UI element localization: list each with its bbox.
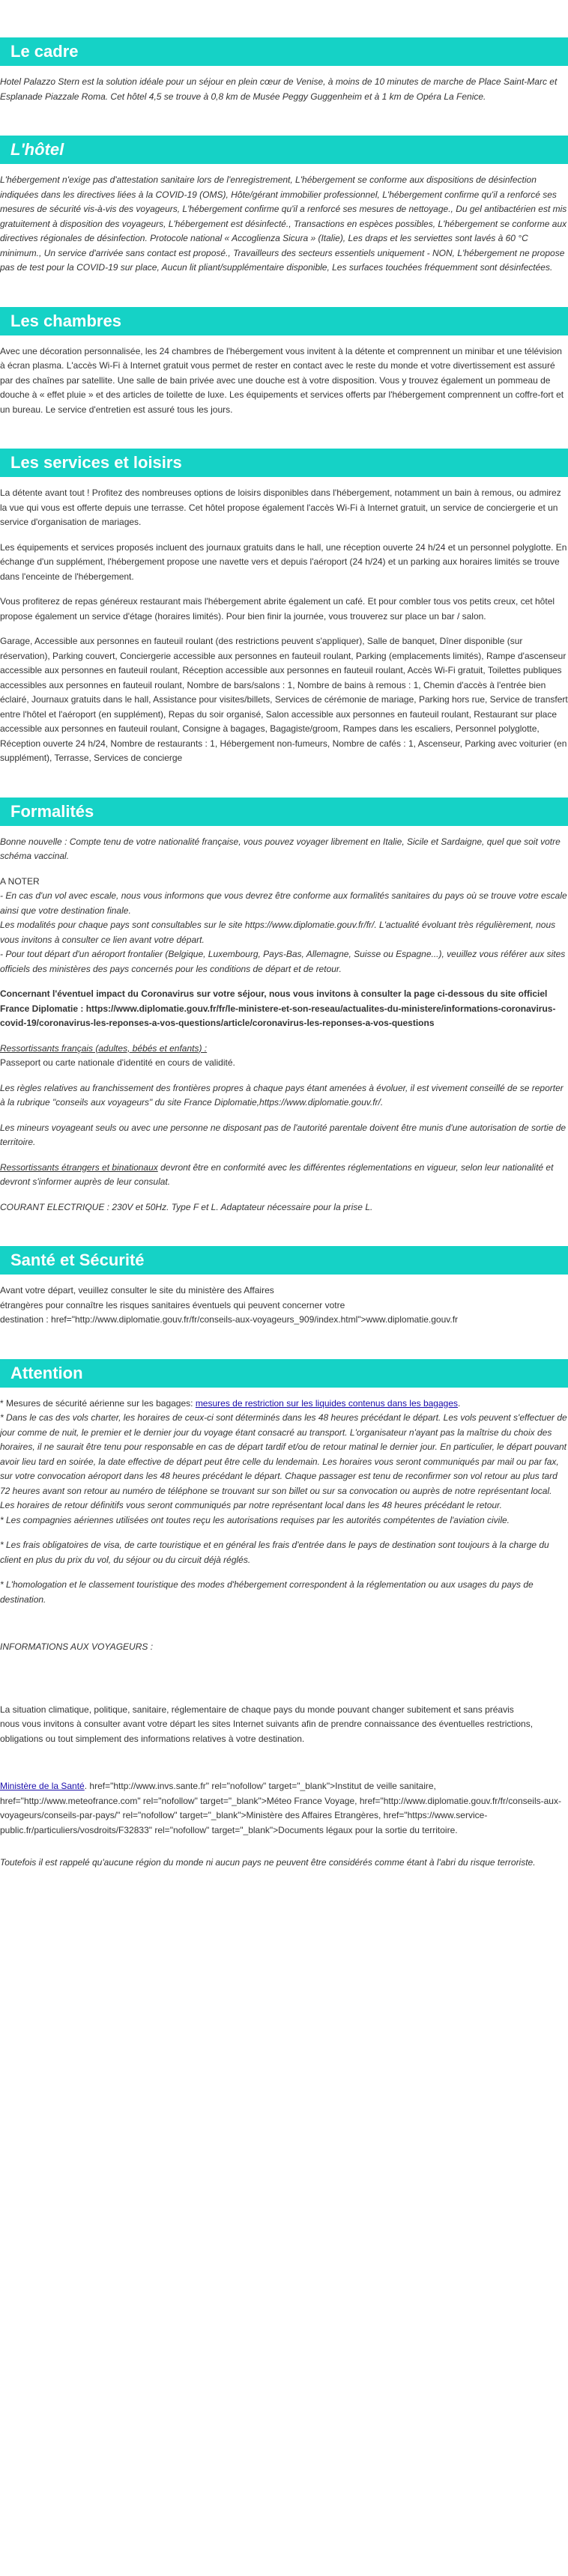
attention-terrorisme: Toutefois il est rappelé qu'aucune région du monde ni aucun pays ne peuvent être considérés comme étant à l'abri du risque terroriste. — [0, 1857, 536, 1868]
section-attention — [0, 1352, 568, 1895]
formalites-regles: Les règles relatives au franchissement des frontières propres à chaque pays étant amenées à évoluer, il est vivement conseillé de se reporter à la rubrique "conseils aux voyageurs" du site France Diplomatie,https://www.diplomatie.gouv.fr/. — [0, 1082, 564, 1108]
section-hotel — [0, 128, 568, 300]
formalites-mineurs: Les mineurs voyageant seuls ou avec une personne ne disposant pas de l'autorité parentale doivent être munis d'une autorisation de sortie de territoire. — [0, 1122, 567, 1147]
ministere-sante-link[interactable]: Ministère de la Santé — [0, 1781, 85, 1791]
sante-line-1: Avant votre départ, veuillez consulter le site du ministère des Affaires — [0, 1285, 274, 1295]
formalites-passeport: Passeport ou carte nationale d'identité en cours de validité. — [0, 1057, 235, 1068]
cadre-paragraph: Hotel Palazzo Stern est la solution idéale pour un séjour en plein cœur de Venise, à moins de 10 minutes de marche de Place Saint-Marc et Esplanade Piazzale Roma. Cet hôtel 4,5 se trouve à 0,8 km de Musée Peggy Guggenheim et à 1 km de Opéra La Fenice. — [0, 76, 558, 102]
attention-visa: * Les frais obligatoires de visa, de carte touristique et en général les frais d'entrée dans le pays de destination sont toujours à la charge du client en plus du prix du vol, du séjour ou du circuit déjà réglés. — [0, 1540, 549, 1565]
section-sante — [0, 1239, 568, 1352]
section-chambres — [0, 300, 568, 442]
section-services — [0, 441, 568, 790]
formalites-note-frontalier: - Pour tout départ d'un aéroport frontalier (Belgique, Luxembourg, Pays-Bas, Allemagne, Suisse ou Espagne...), veuillez vous référer aux sites officiels des ministères des pays concernés pour les conditions de départ et de retour. — [0, 949, 566, 974]
liquides-restriction-link[interactable]: mesures de restriction sur les liquides contenus dans les bagages — [195, 1397, 459, 1409]
formalites-ressortissants-etrangers: Ressortissants étrangers et binationaux — [0, 1161, 158, 1173]
services-paragraph-4: Garage, Accessible aux personnes en fauteuil roulant (des restrictions peuvent s'appliquer), Salle de banquet, Dîner disponible (sur réservation), Parking couvert, Conciergerie accessible aux personnes en fauteuil roulant, Parking (emplacements limités), Rampe d'ascenseur accessible aux personnes en fauteuil roulant, Réception accessible aux personnes en fauteuil roulant, Accès Wi-Fi gratuit, Toilettes publiques accessibles aux personnes en fauteuil roulant, Nombre de bars/salons : 1, Nombre de bains à remous : 1, Chemin d'accès à l'entrée bien éclairé, Journaux gratuits dans le hall, Assistance pour visites/billets, Services de cérémonie de mariage, Parking hors rue, Service de transfert entre l'hôtel et l'aéroport (en supplément), Repas du soir organisé, Salon accessible aux personnes en fauteuil roulant, Restaurant sur place accessible aux personnes en fauteuil roulant, Consigne à bagages, Bagagiste/groom, Rampes dans les escaliers, Personnel polyglotte, Réception ouverte 24 h/24, Nombre de restaurants : 1, Hébergement non-fumeurs, Nombre de cafés : 1, Ascenseur, Parking avec voiturier (en supplément), Terrasse, Services de concierge — [0, 636, 568, 763]
formalites-courant: COURANT ELECTRIQUE : 230V et 50Hz. Type F et L. Adaptateur nécessaire pour la prise L. — [0, 1201, 373, 1212]
sante-line-3: destination : href="http://www.diplomatie.gouv.fr/fr/conseils-aux-voyageurs_909/index.html">www.diplomatie.gouv.fr — [0, 1314, 459, 1325]
attention-links-text: . href="http://www.invs.sante.fr" rel="nofollow" target="_blank">Institut de veille sanitaire, href="http://www.meteofrance.com" rel="nofollow" target="_blank">Méteo France Voyage, href="http://www.diplomatie.gouv.fr/fr/conseils-aux-voyageurs/conseils-par-pays/" rel="nofollow" target="_blank">Ministère des Affaires Etrangères, href="https://www.service-public.fr/particuliers/vosdroits/F32833" rel="nofollow" target="_blank">Documents légaux pour la sortie du territoire. — [0, 1781, 561, 1835]
attention-sites: nous vous invitons à consulter avant votre départ les sites Internet suivants afin de prendre connaissance des éventuelles restrictions, obligations ou tout simplement des informations relatives à votre destination. — [0, 1719, 534, 1744]
attention-homologation: * L'homologation et le classement touristique des modes d'hébergement correspondent à la réglementation ou aux usages du pays de destination. — [0, 1579, 534, 1605]
attention-info-title: INFORMATIONS AUX VOYAGEURS : — [0, 1641, 154, 1652]
section-title-services: Les services et loisirs — [0, 449, 568, 477]
services-paragraph-2: Les équipements et services proposés incluent des journaux gratuits dans le hall, une réception ouverte 24 h/24 et un personnel polyglotte. En échange d'un supplément, l'hébergement propose une navette vers et depuis l'aéroport (24 h/24) et un parking aux horaires limités se trouve dans l'enceinte de l'hébergement. — [0, 541, 567, 582]
section-title-formalites: Formalités — [0, 798, 568, 826]
formalites-coronavirus: Concernant l'éventuel impact du Coronavirus sur votre séjour, nous vous invitons à consulter la page ci-dessous du site officiel France Diplomatie : https://www.diplomatie.gouv.fr/fr/le-ministere-et-son-reseau/actualites-du-ministere/informations-coronavirus-covid-19/coronavirus-les-reponses-a-vos-questions/article/coronavirus-les-reponses-a-vos-questions — [0, 988, 556, 1028]
section-title-attention: Attention — [0, 1359, 568, 1388]
section-cadre — [0, 0, 568, 128]
section-title-cadre: Le cadre — [0, 37, 568, 66]
section-title-chambres: Les chambres — [0, 307, 568, 335]
hotel-paragraph: L'hébergement n'exige pas d'attestation sanitaire lors de l'enregistrement, L'hébergement se conforme aux dispositions de désinfection indiquées dans les directives liées à la COVID-19 (OMS), Hôte/gérant immobilier professionnel, L'hébergement confirme qu'il a renforcé ses mesures de sécurité vis-à-vis des voyageurs, L'hébergement confirme qu'il a renforcé ses mesures de nettoyage., Du gel antibactérien est mis gratuitement à disposition des voyageurs, L'hébergement est désinfecté., Transactions en espèces possibles, L'hébergement se conforme aux directives régionales de désinfection. Protocole national « Accoglienza Sicura » (Italie), Les draps et les serviettes sont lavés à 60 °C minimum., Un service d'arrivée sans contact est proposé., Travailleurs des secteurs essentiels uniquement - NON, L'hébergement ne propose pas de test pour la COVID-19 sur place, Aucun lit pliant/supplémentaire disponible, Les surfaces touchées fréquemment sont désinfectées. — [0, 174, 567, 273]
section-title-hotel: L'hôtel — [0, 136, 568, 164]
formalites-note-modalites: Les modalités pour chaque pays sont consultables sur le site https://www.diplomatie.gouv.fr/fr/. L'actualité évoluant très régulièrement, nous vous invitons à consulter ce lien avant votre départ. — [0, 920, 556, 945]
formalites-etrangers-text: devront être en conformité avec les différentes réglementations en vigueur, selon leur nationalité et devront s'informer auprès de leur consulat. — [0, 1161, 554, 1187]
section-title-sante: Santé et Sécurité — [0, 1246, 568, 1275]
sante-line-2: étrangères pour connaître les risques sanitaires éventuels qui peuvent concerner votre — [0, 1299, 345, 1310]
services-paragraph-3: Vous profiterez de repas généreux restaurant mais l'hébergement abrite également un café. Et pour combler tous vos petits creux, cet hôtel propose également un service d'étage (horaires limités). Pour bien finir la journée, vous trouverez sur place un bar / salon. — [0, 596, 555, 622]
formalites-note-escale: - En cas d'un vol avec escale, nous vous informons que vous devrez être conforme aux formalités sanitaires du pays où se trouve votre escale ainsi que votre destination finale. — [0, 890, 567, 916]
attention-charter: * Dans le cas des vols charter, les horaires de ceux-ci sont déterminés dans les 48 heures précédant le départ. Les vols peuvent s'effectuer de jour comme de nuit, le premier et le dernier jour du voyage étant consacré au transport. L'organisateur n'ayant pas la maîtrise du choix des horaires, il ne saurait être tenu pour responsable en cas de départ tardif et/ou de retour matinal le dernier jour. En particulier, le départ pouvant avoir lieu tard en soirée, la date effective de départ peut être celle du lendemain. Les horaires vous seront communiqués par mail ou par fax, sur votre convocation aéroport dans les 48 heures précédant le départ. Chaque passager est tenu de reconfirmer son vol retour au plus tard 72 heures avant son retour au numéro de téléphone se trouvant sur son billet ou sur sa convocation ou auprès de notre représentant local. Les horaires de retour définitifs vous seront communiqués par notre représentant local dans les 48 heures précédant le retour. — [0, 1412, 567, 1510]
formalites-a-noter: A NOTER — [0, 875, 40, 887]
attention-bagages-prefix: * Mesures de sécurité aérienne sur les bagages: — [0, 1397, 196, 1409]
chambres-paragraph: Avec une décoration personnalisée, les 24 chambres de l'hébergement vous invitent à la détente et comprennent un minibar et une télévision à écran plasma. L'accès Wi-Fi à Internet gratuit vous permet de rester en contact avec le reste du monde et votre divertissement est assuré par des chaînes par satellite. Une salle de bain privée avec une douche est à votre disposition. Vous y trouvez également un pommeau de douche à « effet pluie » et des articles de toilette de luxe. Les équipements et services offerts par l'hébergement comprennent un coffre-fort et un bureau. Le service d'entretien est assuré tous les jours. — [0, 345, 564, 415]
formalites-paragraph-1: Bonne nouvelle : Compte tenu de votre nationalité française, vous pouvez voyager librement en Italie, Sicile et Sardaigne, quel que soit votre schéma vaccinal. — [0, 836, 561, 861]
attention-compagnies: * Les compagnies aériennes utilisées ont toutes reçu les autorisations requises par les autorités compétentes de l'aviation civile. — [0, 1514, 510, 1525]
attention-bagages-suffix: . — [458, 1397, 461, 1409]
section-formalites — [0, 790, 568, 1239]
formalites-ressortissants-francais: Ressortissants français (adultes, bébés et enfants) : — [0, 1042, 208, 1054]
attention-situation: La situation climatique, politique, sanitaire, réglementaire de chaque pays du monde pouvant changer subitement et sans préavis — [0, 1704, 514, 1715]
services-paragraph-1: La détente avant tout ! Profitez des nombreuses options de loisirs disponibles dans l'hébergement, notamment un bain à remous, ou admirez la vue qui vous est offerte depuis une terrasse. Cet hôtel propose également l'accès Wi-Fi à Internet gratuit, un service de conciergerie et un service d'organisation de mariages. — [0, 487, 561, 527]
